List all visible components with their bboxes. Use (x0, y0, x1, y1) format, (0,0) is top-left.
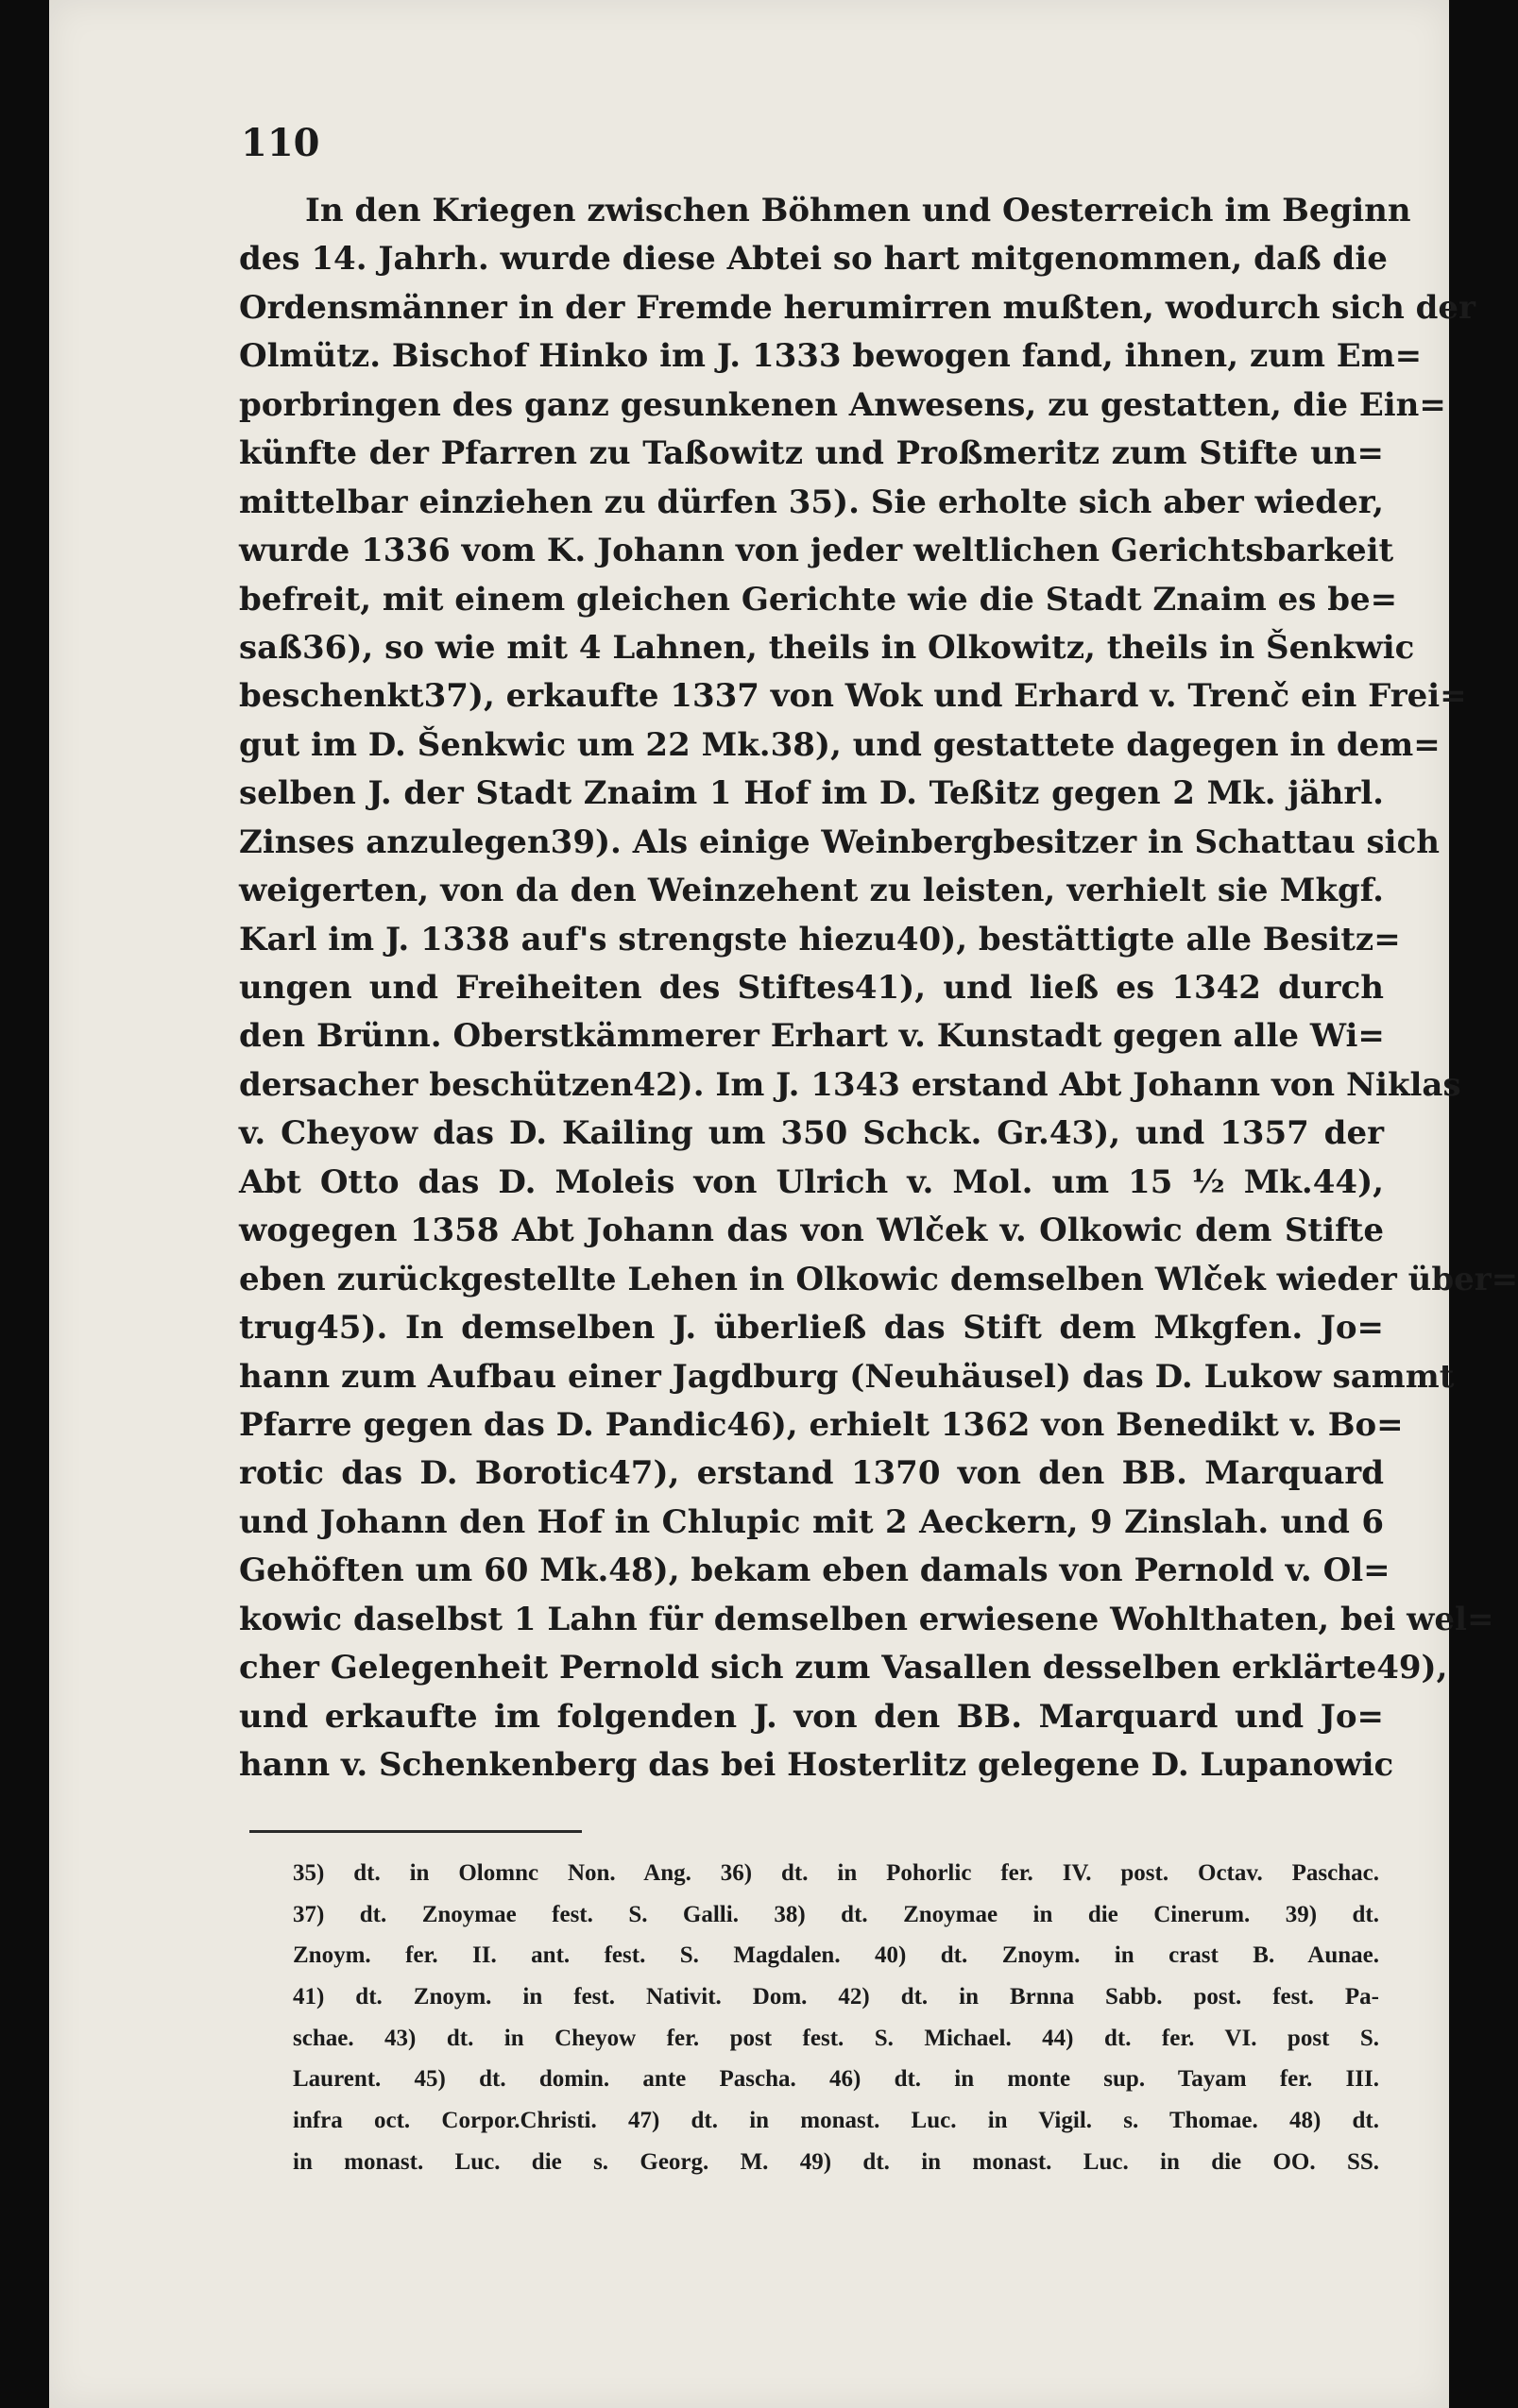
text-line: eben zurückgestellte Lehen in Olkowic demselben Wlček wieder über= (239, 1260, 1518, 1298)
text-line: kowic daselbst 1 Lahn für demselben erwiesene Wohlthaten, bei wel= (239, 1600, 1494, 1638)
text-line: und erkaufte im folgenden J. von den BB. Marquard und Jo= (239, 1697, 1384, 1736)
text-line: Gehöften um 60 Mk.48), bekam eben damals von Pernold v. Ol= (239, 1552, 1390, 1590)
text-line: selben J. der Stadt Znaim 1 Hof im D. Teßitz gegen 2 Mk. jährl. (239, 774, 1384, 813)
text-line: gut im D. Šenkwic um 22 Mk.38), und gestattete dagegen in dem= (239, 725, 1441, 764)
main-text (239, 187, 1518, 1789)
text-line: mittelbar einziehen zu dürfen 35). Sie erholte sich aber wieder, (239, 483, 1384, 521)
footnote-divider (249, 1830, 582, 1833)
book-page (49, 0, 1518, 2408)
footnote-line: schae. 43) dt. in Cheyow fer. post fest. S. Michael. 44) dt. fer. VI. post S. (293, 2025, 1379, 2051)
text-line: In den Kriegen zwischen Böhmen und Oesterreich im Beginn (305, 192, 1411, 229)
text-line: künfte der Pfarren zu Taßowitz und Proßmeritz zum Stifte un= (239, 434, 1384, 473)
text-line: trug45). In demselben J. überließ das Stift dem Mkgfen. Jo= (239, 1309, 1384, 1348)
text-line: den Brünn. Oberstkämmerer Erhart v. Kunstadt gegen alle Wi= (239, 1017, 1385, 1056)
text-line: wurde 1336 vom K. Johann von jeder weltlichen Gerichtsbarkeit (239, 532, 1394, 570)
text-line: befreit, mit einem gleichen Gerichte wie die Stadt Znaim es be= (239, 580, 1398, 619)
footnote-line: Znoym. fer. II. ant. fest. S. Magdalen. 40) dt. Znoym. in crast B. Aunae. (293, 1942, 1379, 1969)
text-line: cher Gelegenheit Pernold sich zum Vasallen desselben erklärte49), (239, 1649, 1448, 1687)
text-line: hann zum Aufbau einer Jagdburg (Neuhäusel) das D. Lukow sammt (239, 1357, 1455, 1396)
text-line: wogegen 1358 Abt Johann das von Wlček v. Olkowic dem Stifte (239, 1212, 1384, 1250)
text-line: Abt Otto das D. Moleis von Ulrich v. Mol. um 15 ½ Mk.44), (239, 1162, 1384, 1201)
text-line: Ordensmänner in der Fremde herumirren mußten, wodurch sich der (239, 288, 1475, 327)
page-number: 110 (241, 121, 320, 165)
footnote-line: 41) dt. Znoym. in fest. Nativit. Dom. 42) dt. in Brnna Sabb. post. fest. Pa- (293, 1984, 1379, 2010)
footnote-line: in monast. Luc. die s. Georg. M. 49) dt. in monast. Luc. in die OO. SS. (293, 2148, 1379, 2175)
text-line: weigerten, von da den Weinzehent zu leisten, verhielt sie Mkgf. (239, 872, 1384, 910)
text-line: v. Cheyow das D. Kailing um 350 Schck. Gr.43), und 1357 der (239, 1114, 1384, 1153)
footnotes (293, 1853, 1379, 2183)
text-line: ungen und Freiheiten des Stiftes41), und ließ es 1342 durch (239, 969, 1384, 1007)
text-line: Olmütz. Bischof Hinko im J. 1333 bewogen fand, ihnen, zum Em= (239, 337, 1423, 376)
text-line: rotic das D. Borotic47), erstand 1370 von den BB. Marquard (239, 1454, 1384, 1493)
footnote-line: Laurent. 45) dt. domin. ante Pascha. 46) dt. in monte sup. Tayam fer. III. (293, 2066, 1379, 2093)
text-line: des 14. Jahrh. wurde diese Abtei so hart mitgenommen, daß die (239, 240, 1388, 279)
text-line: beschenkt37), erkaufte 1337 von Wok und Erhard v. Trenč ein Frei= (239, 677, 1467, 716)
footnote-line: 35) dt. in Olomnc Non. Ang. 36) dt. in Pohorlic fer. IV. post. Octav. Paschac. (293, 1860, 1379, 1886)
text-line: dersacher beschützen42). Im J. 1343 erstand Abt Johann von Niklas (239, 1065, 1461, 1104)
text-line: hann v. Schenkenberg das bei Hosterlitz gelegene D. Lupanowic (239, 1746, 1394, 1784)
text-line: und Johann den Hof in Chlupic mit 2 Aeckern, 9 Zinslah. und 6 (239, 1502, 1384, 1541)
footnote-line: 37) dt. Znoymae fest. S. Galli. 38) dt. Znoymae in die Cinerum. 39) dt. (293, 1901, 1379, 1927)
text-line: Karl im J. 1338 auf's strengste hiezu40), bestättigte alle Besitz= (239, 920, 1401, 958)
text-line: saß36), so wie mit 4 Lahnen, theils in Olkowitz, theils in Šenkwic (239, 628, 1415, 667)
footnote-line: infra oct. Corpor.Christi. 47) dt. in monast. Luc. in Vigil. s. Thomae. 48) dt. (293, 2108, 1379, 2134)
text-line: Zinses anzulegen39). Als einige Weinbergbesitzer in Schattau sich (239, 822, 1441, 861)
text-line: porbringen des ganz gesunkenen Anwesens, zu gestatten, die Ein= (239, 385, 1446, 424)
text-line: Pfarre gegen das D. Pandic46), erhielt 1362 von Benedikt v. Bo= (239, 1405, 1404, 1444)
